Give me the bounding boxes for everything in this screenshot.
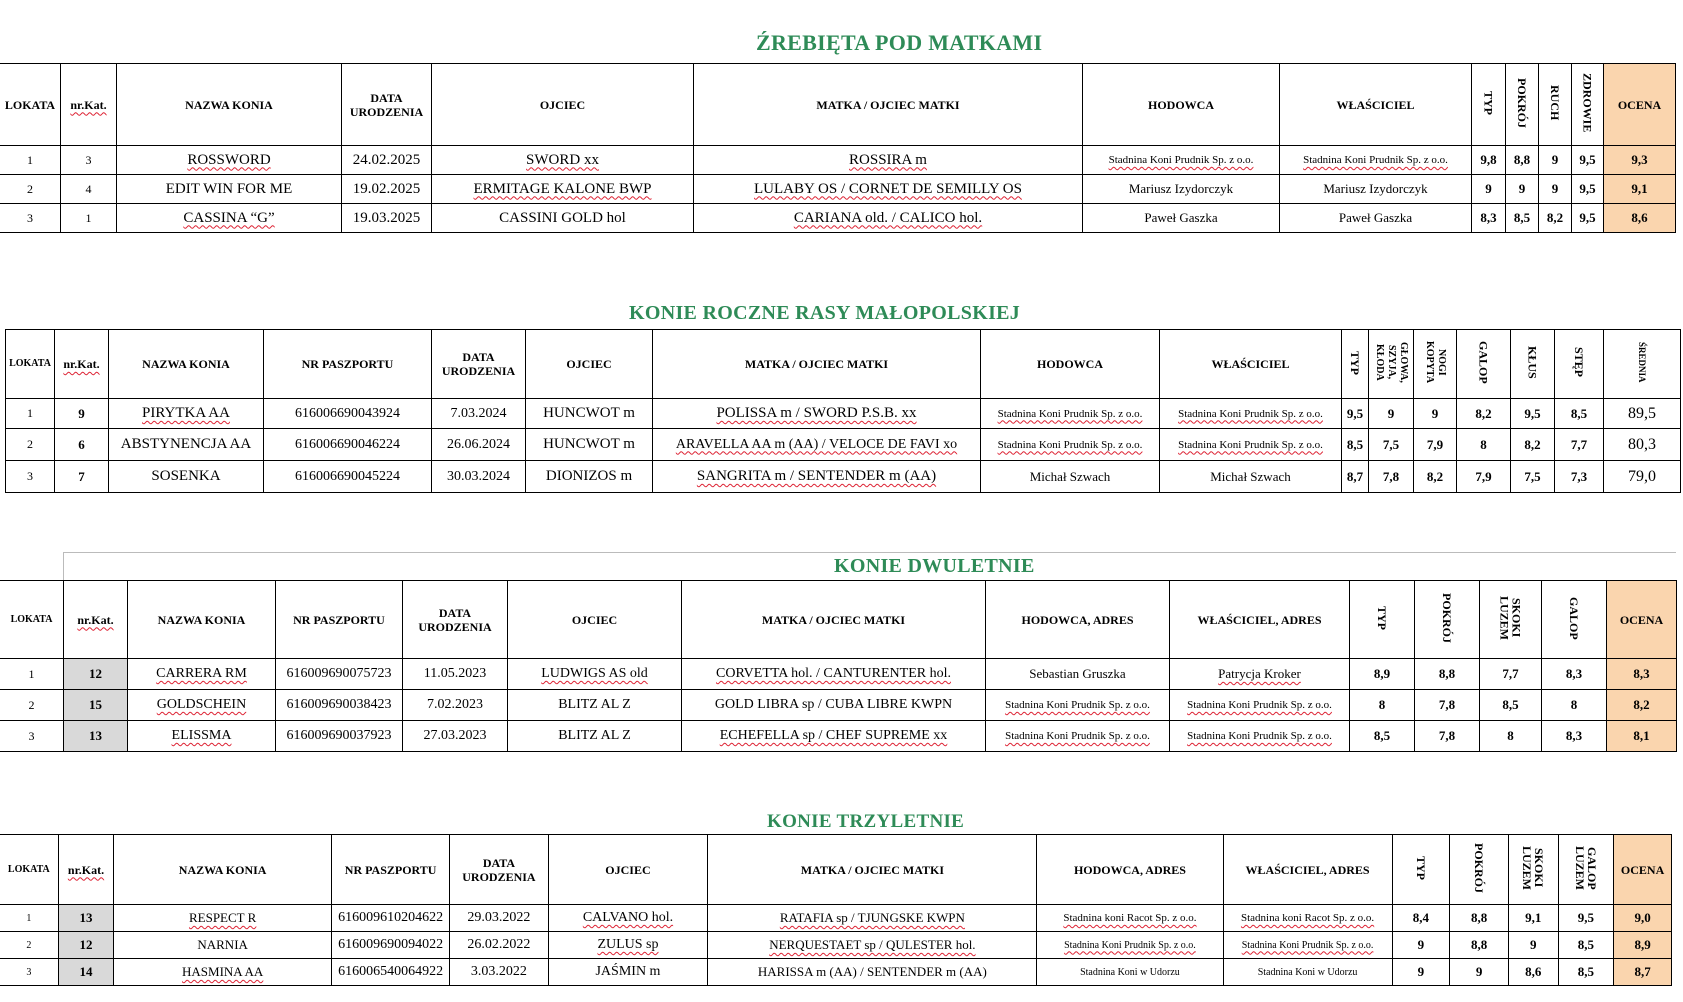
cell-score: 8,8 (1506, 146, 1539, 175)
cell-passport: 616009690037923 (276, 721, 403, 752)
cell-dam: HARISSA m (AA) / SENTENDER m (AA) (708, 959, 1037, 986)
cell-nr-kat: 12 (58, 932, 114, 959)
cell-score: 8,5 (1506, 204, 1539, 233)
cell-nr-kat: 1 (61, 204, 117, 233)
cell-score: 8,3 (1542, 721, 1607, 752)
table-yearlings (5, 329, 1681, 493)
cell-nr-kat: 6 (55, 429, 109, 461)
cell-score: 8,3 (1542, 659, 1607, 690)
header-ocena: OCENA (1607, 581, 1677, 659)
header-sire: OJCIEC (548, 835, 708, 905)
cell-score: 9 (1539, 175, 1572, 204)
table-row (6, 429, 1681, 461)
cell-owner: Stadnina Koni Prudnik Sp. z o.o. (1280, 146, 1472, 175)
cell-score: 9 (1472, 175, 1506, 204)
cell-score: 7,7 (1480, 659, 1542, 690)
cell-lokata: 2 (0, 690, 64, 721)
header-owner: WŁAŚCICIEL, ADRES (1170, 581, 1350, 659)
header-lokata: LOKATA (6, 330, 55, 399)
cell-passport: 616009690075723 (276, 659, 403, 690)
cell-ocena: 9,1 (1604, 175, 1676, 204)
header-ocena: OCENA (1604, 64, 1676, 146)
header-nogi: NOGI KOPYTA (1414, 330, 1457, 399)
header-klus: KŁUS (1511, 330, 1555, 399)
cell-score: 8,2 (1539, 204, 1572, 233)
header-lokata: LOKATA (0, 835, 58, 905)
table-row (0, 659, 1677, 690)
header-skoki: SKOKI LUZEM (1508, 835, 1558, 905)
cell-ocena: 8,7 (1614, 959, 1672, 986)
cell-horse-name: NARNIA (114, 932, 332, 959)
cell-score: 8,5 (1558, 959, 1614, 986)
cell-breeder: Stadnina Koni Prudnik Sp. z o.o. (986, 721, 1170, 752)
header-breeder: HODOWCA (1083, 64, 1280, 146)
cell-nr-kat: 9 (55, 399, 109, 429)
cell-sire: SWORD xx (432, 146, 694, 175)
cell-nr-kat: 3 (61, 146, 117, 175)
cell-breeder: Stadnina Koni Prudnik Sp. z o.o. (981, 399, 1160, 429)
cell-passport: 616006690045224 (264, 461, 432, 493)
header-passport: NR PASZPORTU (331, 835, 449, 905)
header-horse-name: NAZWA KONIA (114, 835, 332, 905)
cell-passport: 616006540064922 (331, 959, 449, 986)
cell-birth-date: 30.03.2024 (432, 461, 526, 493)
cell-sire: DIONIZOS m (526, 461, 653, 493)
header-owner: WŁAŚCICIEL (1280, 64, 1472, 146)
cell-score: 9,8 (1472, 146, 1506, 175)
header-lokata: LOKATA (0, 64, 61, 146)
header-typ: TYP (1350, 581, 1415, 659)
cell-owner: Mariusz Izydorczyk (1280, 175, 1472, 204)
cell-birth-date: 19.02.2025 (342, 175, 432, 204)
cell-score: 8,8 (1415, 659, 1480, 690)
cell-score: 9,1 (1508, 905, 1558, 932)
cell-dam: RATAFIA sp / TJUNGSKE KWPN (708, 905, 1037, 932)
cell-ocena: 8,9 (1614, 932, 1672, 959)
cell-score: 8,8 (1450, 905, 1509, 932)
cell-breeder: Stadnina Koni Prudnik Sp. z o.o. (1037, 932, 1223, 959)
cell-horse-name: RESPECT R (114, 905, 332, 932)
cell-score: 9 (1539, 146, 1572, 175)
cell-passport: 616006690046224 (264, 429, 432, 461)
header-nr-kat: nr.Kat. (64, 581, 128, 659)
cell-score: 7,9 (1457, 461, 1511, 493)
cell-score: 8,9 (1350, 659, 1415, 690)
cell-score: 8,5 (1555, 399, 1604, 429)
header-dam: MATKA / OJCIEC MATKI (653, 330, 981, 399)
cell-srednia: 80,3 (1604, 429, 1681, 461)
cell-breeder: Stadnina koni Racot Sp. z o.o. (1037, 905, 1223, 932)
cell-score: 8,5 (1350, 721, 1415, 752)
header-skoki: SKOKI LUZEM (1480, 581, 1542, 659)
cell-lokata: 3 (6, 461, 55, 493)
cell-horse-name: EDIT WIN FOR ME (117, 175, 342, 204)
table-row (0, 932, 1672, 959)
table-foals (0, 63, 1676, 233)
header-nr-kat: nr.Kat. (58, 835, 114, 905)
cell-lokata: 1 (0, 659, 64, 690)
cell-sire: CALVANO hol. (548, 905, 708, 932)
cell-passport: 616006690043924 (264, 399, 432, 429)
table-row (6, 399, 1681, 429)
cell-birth-date: 27.03.2023 (403, 721, 508, 752)
cell-lokata: 1 (0, 905, 58, 932)
cell-nr-kat: 13 (64, 721, 128, 752)
cell-lokata: 3 (0, 204, 61, 233)
section-title-foals: ŹREBIĘTA POD MATKAMI (756, 30, 1043, 55)
cell-dam: ECHEFELLA sp / CHEF SUPREME xx (682, 721, 986, 752)
cell-dam: LULABY OS / CORNET DE SEMILLY OS (694, 175, 1083, 204)
header-owner: WŁAŚCICIEL, ADRES (1223, 835, 1392, 905)
cell-sire: BLITZ AL Z (508, 690, 682, 721)
header-nr-kat: nr.Kat. (55, 330, 109, 399)
header-galop: GALOP (1457, 330, 1511, 399)
cell-nr-kat: 4 (61, 175, 117, 204)
cell-score: 7,9 (1414, 429, 1457, 461)
cell-horse-name: ROSSWORD (117, 146, 342, 175)
table-row (0, 204, 1676, 233)
header-passport: NR PASZPORTU (276, 581, 403, 659)
cell-score: 7,3 (1555, 461, 1604, 493)
header-sire: OJCIEC (508, 581, 682, 659)
cell-dam: NERQUESTAET sp / QULESTER hol. (708, 932, 1037, 959)
cell-score: 8,5 (1558, 932, 1614, 959)
cell-score: 7,8 (1369, 461, 1414, 493)
cell-horse-name: ELISSMA (128, 721, 276, 752)
header-breeder: HODOWCA (981, 330, 1160, 399)
header-birth-date: DATA URODZENIA (432, 330, 526, 399)
cell-score: 9,5 (1572, 175, 1604, 204)
cell-lokata: 2 (0, 932, 58, 959)
cell-birth-date: 7.03.2024 (432, 399, 526, 429)
cell-score: 7,5 (1369, 429, 1414, 461)
cell-horse-name: PIRYTKA AA (109, 399, 264, 429)
header-birth-date: DATA URODZENIA (450, 835, 548, 905)
cell-birth-date: 26.02.2022 (450, 932, 548, 959)
cell-breeder: Mariusz Izydorczyk (1083, 175, 1280, 204)
cell-score: 9 (1392, 959, 1450, 986)
cell-breeder: Michał Szwach (981, 461, 1160, 493)
cell-owner: Patrycja Kroker (1170, 659, 1350, 690)
cell-horse-name: CARRERA RM (128, 659, 276, 690)
divider-line (63, 552, 1676, 553)
cell-birth-date: 19.03.2025 (342, 204, 432, 233)
cell-score: 8,3 (1472, 204, 1506, 233)
cell-breeder: Stadnina Koni Prudnik Sp. z o.o. (981, 429, 1160, 461)
cell-score: 9,5 (1558, 905, 1614, 932)
table-row (6, 461, 1681, 493)
cell-score: 8,6 (1508, 959, 1558, 986)
cell-score: 7,5 (1511, 461, 1555, 493)
header-galop: GALOP (1542, 581, 1607, 659)
cell-lokata: 3 (0, 959, 58, 986)
header-srednia: ŚREDNIA (1604, 330, 1681, 399)
cell-lokata: 2 (6, 429, 55, 461)
cell-passport: 616009690094022 (331, 932, 449, 959)
header-owner: WŁAŚCICIEL (1160, 330, 1342, 399)
cell-ocena: 8,6 (1604, 204, 1676, 233)
cell-score: 8,2 (1457, 399, 1511, 429)
cell-owner: Stadnina koni Racot Sp. z o.o. (1223, 905, 1392, 932)
cell-nr-kat: 12 (64, 659, 128, 690)
cell-score: 8,5 (1342, 429, 1369, 461)
header-dam: MATKA / OJCIEC MATKI (682, 581, 986, 659)
cell-sire: HUNCWOT m (526, 429, 653, 461)
cell-breeder: Stadnina Koni w Udorzu (1037, 959, 1223, 986)
cell-horse-name: SOSENKA (109, 461, 264, 493)
header-typ: TYP (1392, 835, 1450, 905)
table-row (0, 721, 1677, 752)
header-glowa: GŁOWA, SZYJA, KŁODA (1369, 330, 1414, 399)
section-title-three-year-olds: KONIE TRZYLETNIE (767, 811, 965, 832)
header-pokroj: POKRÓJ (1450, 835, 1509, 905)
cell-dam: SANGRITA m / SENTENDER m (AA) (653, 461, 981, 493)
cell-score: 8,2 (1414, 461, 1457, 493)
cell-breeder: Paweł Gaszka (1083, 204, 1280, 233)
cell-sire: ZULUS sp (548, 932, 708, 959)
header-pokroj: POKRÓJ (1415, 581, 1480, 659)
cell-sire: LUDWIGS AS old (508, 659, 682, 690)
cell-dam: POLISSA m / SWORD P.S.B. xx (653, 399, 981, 429)
cell-dam: CORVETTA hol. / CANTURENTER hol. (682, 659, 986, 690)
cell-score: 8 (1480, 721, 1542, 752)
cell-birth-date: 7.02.2023 (403, 690, 508, 721)
cell-score: 7,8 (1415, 721, 1480, 752)
cell-score: 8,7 (1342, 461, 1369, 493)
cell-birth-date: 11.05.2023 (403, 659, 508, 690)
cell-sire: HUNCWOT m (526, 399, 653, 429)
cell-owner: Stadnina Koni w Udorzu (1223, 959, 1392, 986)
cell-dam: ARAVELLA AA m (AA) / VELOCE DE FAVI xo (653, 429, 981, 461)
header-ruch: RUCH (1539, 64, 1572, 146)
cell-owner: Stadnina Koni Prudnik Sp. z o.o. (1160, 429, 1342, 461)
cell-horse-name: GOLDSCHEIN (128, 690, 276, 721)
header-horse-name: NAZWA KONIA (128, 581, 276, 659)
cell-score: 8 (1542, 690, 1607, 721)
cell-horse-name: HASMINA AA (114, 959, 332, 986)
header-birth-date: DATA URODZENIA (342, 64, 432, 146)
header-ocena: OCENA (1614, 835, 1672, 905)
cell-breeder: Sebastian Gruszka (986, 659, 1170, 690)
cell-score: 9,5 (1342, 399, 1369, 429)
cell-score: 9 (1392, 932, 1450, 959)
header-sire: OJCIEC (526, 330, 653, 399)
cell-score: 9 (1450, 959, 1509, 986)
table-header (0, 835, 1672, 905)
table-row (0, 905, 1672, 932)
cell-score: 8,2 (1511, 429, 1555, 461)
header-nr-kat: nr.Kat. (61, 64, 117, 146)
cell-ocena: 8,3 (1607, 659, 1677, 690)
header-passport: NR PASZPORTU (264, 330, 432, 399)
cell-score: 9 (1369, 399, 1414, 429)
cell-lokata: 2 (0, 175, 61, 204)
header-breeder: HODOWCA, ADRES (1037, 835, 1223, 905)
cell-nr-kat: 13 (58, 905, 114, 932)
cell-owner: Stadnina Koni Prudnik Sp. z o.o. (1170, 690, 1350, 721)
table-header (0, 64, 1676, 146)
header-breeder: HODOWCA, ADRES (986, 581, 1170, 659)
cell-birth-date: 26.06.2024 (432, 429, 526, 461)
cell-sire: ERMITAGE KALONE BWP (432, 175, 694, 204)
cell-score: 8,8 (1450, 932, 1509, 959)
cell-sire: JAŚMIN m (548, 959, 708, 986)
cell-ocena: 9,0 (1614, 905, 1672, 932)
cell-score: 8 (1350, 690, 1415, 721)
cell-score: 8 (1457, 429, 1511, 461)
header-horse-name: NAZWA KONIA (109, 330, 264, 399)
section-title-yearlings: KONIE ROCZNE RASY MAŁOPOLSKIEJ (629, 302, 1021, 324)
cell-owner: Stadnina Koni Prudnik Sp. z o.o. (1170, 721, 1350, 752)
cell-score: 9,5 (1511, 399, 1555, 429)
cell-dam: ROSSIRA m (694, 146, 1083, 175)
table-row (0, 959, 1672, 986)
header-galop: GALOP LUZEM (1558, 835, 1614, 905)
header-dam: MATKA / OJCIEC MATKI (694, 64, 1083, 146)
cell-horse-name: ABSTYNENCJA AA (109, 429, 264, 461)
table-two-year-olds (0, 580, 1677, 752)
header-sire: OJCIEC (432, 64, 694, 146)
cell-ocena: 9,3 (1604, 146, 1676, 175)
header-step: STĘP (1555, 330, 1604, 399)
cell-score: 9 (1414, 399, 1457, 429)
table-row (0, 146, 1676, 175)
cell-score: 8,5 (1480, 690, 1542, 721)
cell-score: 9 (1508, 932, 1558, 959)
cell-score: 9,5 (1572, 146, 1604, 175)
table-row (0, 690, 1677, 721)
header-dam: MATKA / OJCIEC MATKI (708, 835, 1037, 905)
header-typ: TYP (1472, 64, 1506, 146)
cell-dam: CARIANA old. / CALICO hol. (694, 204, 1083, 233)
cell-ocena: 8,1 (1607, 721, 1677, 752)
cell-birth-date: 24.02.2025 (342, 146, 432, 175)
cell-nr-kat: 7 (55, 461, 109, 493)
cell-breeder: Stadnina Koni Prudnik Sp. z o.o. (1083, 146, 1280, 175)
cell-dam: GOLD LIBRA sp / CUBA LIBRE KWPN (682, 690, 986, 721)
cell-horse-name: CASSINA “G” (117, 204, 342, 233)
table-header (0, 581, 1677, 659)
cell-sire: CASSINI GOLD hol (432, 204, 694, 233)
cell-breeder: Stadnina Koni Prudnik Sp. z o.o. (986, 690, 1170, 721)
cell-srednia: 89,5 (1604, 399, 1681, 429)
cell-lokata: 1 (0, 146, 61, 175)
divider-line (63, 552, 64, 582)
cell-srednia: 79,0 (1604, 461, 1681, 493)
cell-score: 8,4 (1392, 905, 1450, 932)
table-header (6, 330, 1681, 399)
cell-birth-date: 29.03.2022 (450, 905, 548, 932)
cell-sire: BLITZ AL Z (508, 721, 682, 752)
cell-score: 9,5 (1572, 204, 1604, 233)
cell-ocena: 8,2 (1607, 690, 1677, 721)
cell-owner: Paweł Gaszka (1280, 204, 1472, 233)
table-three-year-olds (0, 834, 1672, 986)
cell-passport: 616009690038423 (276, 690, 403, 721)
cell-nr-kat: 15 (64, 690, 128, 721)
header-horse-name: NAZWA KONIA (117, 64, 342, 146)
cell-score: 7,8 (1415, 690, 1480, 721)
header-lokata: LOKATA (0, 581, 64, 659)
cell-score: 9 (1506, 175, 1539, 204)
cell-lokata: 3 (0, 721, 64, 752)
cell-passport: 616009610204622 (331, 905, 449, 932)
header-zdrowie: ZDROWIE (1572, 64, 1604, 146)
header-typ: TYP (1342, 330, 1369, 399)
section-title-two-year-olds: KONIE DWULETNIE (834, 555, 1035, 577)
cell-birth-date: 3.03.2022 (450, 959, 548, 986)
cell-score: 7,7 (1555, 429, 1604, 461)
cell-owner: Stadnina Koni Prudnik Sp. z o.o. (1160, 399, 1342, 429)
cell-nr-kat: 14 (58, 959, 114, 986)
header-birth-date: DATA URODZENIA (403, 581, 508, 659)
cell-lokata: 1 (6, 399, 55, 429)
header-pokroj: POKRÓJ (1506, 64, 1539, 146)
table-row (0, 175, 1676, 204)
cell-owner: Michał Szwach (1160, 461, 1342, 493)
cell-owner: Stadnina Koni Prudnik Sp. z o.o. (1223, 932, 1392, 959)
